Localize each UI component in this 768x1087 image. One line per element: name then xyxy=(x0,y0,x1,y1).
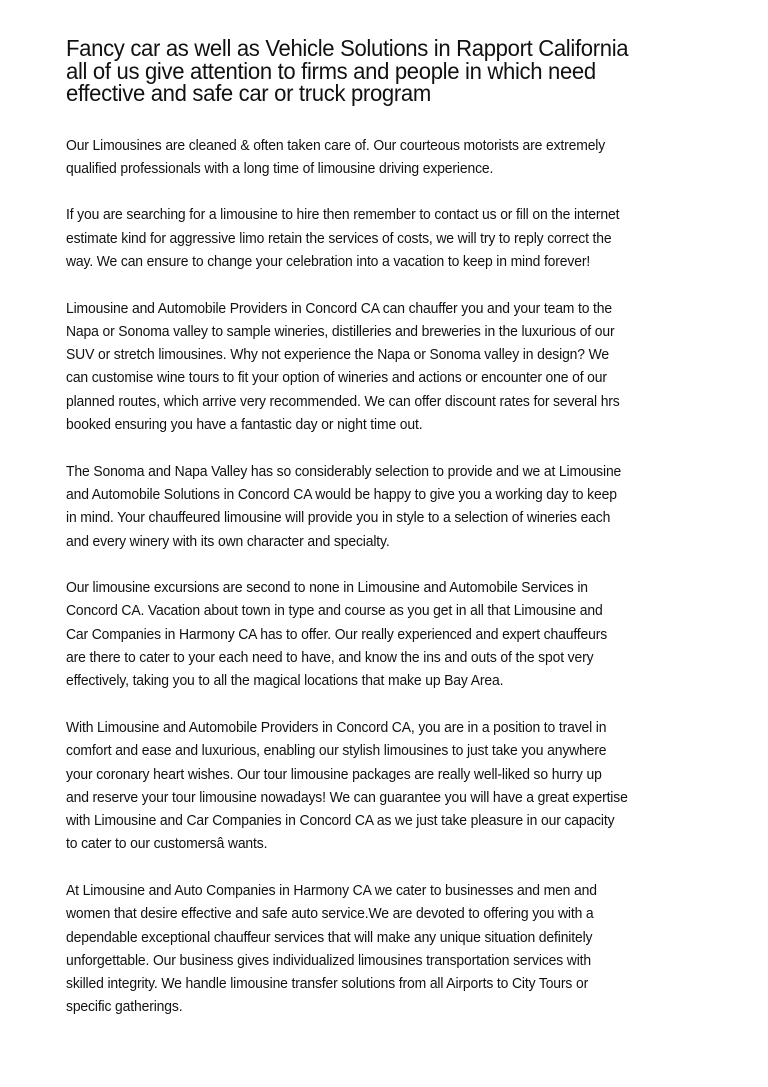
text-line: The Sonoma and Napa Valley has so considerably selection to provide and we at Limousine xyxy=(66,463,622,480)
text-line: unforgettable. Our business gives individualized limousines transportation services with xyxy=(66,952,592,969)
title-line: all of us give attention to firms and people in which need xyxy=(66,57,596,84)
text-line: Limousine and Automobile Providers in Concord CA can chauffer you and your team to the xyxy=(66,300,613,317)
text-line: skilled integrity. We handle limousine transfer solutions from all Airports to City Tours or xyxy=(66,976,589,993)
text-line: are there to cater to your each need to have, and know the ins and outs of the spot very xyxy=(66,650,594,667)
text-line: If you are searching for a limousine to hire then remember to contact us or fill on the internet xyxy=(66,207,620,224)
text-line: Concord CA. Vacation about town in type and course as you get in all that Limousine and xyxy=(66,603,603,620)
text-line: planned routes, which arrive very recommended. We can offer discount rates for several hrs xyxy=(66,393,620,410)
text-line: women that desire effective and safe auto service.We are devoted to offering you with a xyxy=(66,906,594,923)
text-line: booked ensuring you have a fantastic day or night time out. xyxy=(66,417,423,434)
text-line: dependable exceptional chauffeur services that will make any unique situation definitely xyxy=(66,929,593,946)
text-line: your coronary heart wishes. Our tour limousine packages are really well-liked so hurry up xyxy=(66,766,602,783)
paragraph-sonoma-napa xyxy=(66,461,749,554)
paragraph-businesses xyxy=(66,880,749,1020)
text-line: SUV or stretch limousines. Why not experience the Napa or Sonoma valley in design? We xyxy=(66,347,610,364)
text-line: and reserve your tour limousine nowadays! We can guarantee you will have a great expertise xyxy=(66,789,628,806)
text-line: to cater to our customersâ wants. xyxy=(66,836,268,853)
text-line: Our limousine excursions are second to none in Limousine and Automobile Services in xyxy=(66,580,588,597)
text-line: and every winery with its own character and specialty. xyxy=(66,533,390,550)
paragraph-hire-limousine xyxy=(66,204,749,274)
paragraph-wine-tours xyxy=(66,298,749,438)
paragraph-limousines-cleaned xyxy=(66,135,749,182)
text-line: Our Limousines are cleaned & often taken care of. Our courteous motorists are extremely xyxy=(66,137,606,154)
document-body xyxy=(66,135,746,1020)
document-page xyxy=(66,37,746,1043)
text-line: can customise wine tours to fit your option of wineries and actions or encounter one of our xyxy=(66,370,607,387)
document-title xyxy=(66,37,743,105)
text-line: specific gatherings. xyxy=(66,999,183,1016)
title-line: effective and safe car or truck program xyxy=(66,80,431,106)
text-line: At Limousine and Auto Companies in Harmony CA we cater to businesses and men and xyxy=(66,883,597,899)
text-line: Car Companies in Harmony CA has to offer. Our really experienced and expert chauffeurs xyxy=(66,626,608,643)
text-line: with Limousine and Car Companies in Concord CA as we just take pleasure in our capacity xyxy=(66,813,615,830)
text-line: effectively, taking you to all the magical locations that make up Bay Area. xyxy=(66,673,504,690)
text-line: in mind. Your chauffeured limousine will provide you in style to a selection of wineries each xyxy=(66,510,611,527)
paragraph-travel-comfort xyxy=(66,717,749,857)
text-line: way. We can ensure to change your celebration into a vacation to keep in mind forever! xyxy=(66,253,591,270)
text-line: estimate kind for aggressive limo retain the services of costs, we will try to reply correct the xyxy=(66,230,612,247)
title-line: Fancy car as well as Vehicle Solutions in Rapport California xyxy=(66,35,629,61)
text-line: and Automobile Solutions in Concord CA would be happy to give you a working day to keep xyxy=(66,486,617,503)
paragraph-excursions xyxy=(66,577,749,693)
text-line: comfort and ease and luxurious, enabling our stylish limousines to just take you anywhere xyxy=(66,743,607,760)
text-line: With Limousine and Automobile Providers in Concord CA, you are in a position to travel in xyxy=(66,719,607,736)
text-line: Napa or Sonoma valley to sample wineries, distilleries and breweries in the luxurious of our xyxy=(66,323,615,340)
text-line: qualified professionals with a long time of limousine driving experience. xyxy=(66,160,494,177)
